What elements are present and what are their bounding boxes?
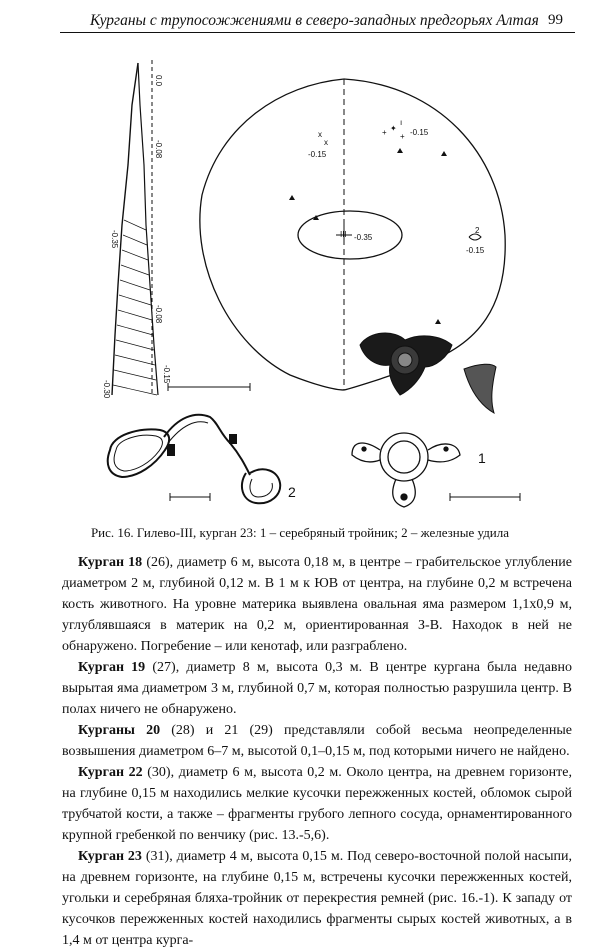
point-label: -0.15 <box>308 150 327 159</box>
kurgan-number: (27) <box>145 660 176 675</box>
kurgan-name: Курган 19 <box>78 660 146 675</box>
silver-plaque-drawing <box>352 433 520 507</box>
kurgan-number: (31) <box>141 849 170 864</box>
profile-label: -0.15 <box>162 365 171 384</box>
paragraph <box>62 720 572 762</box>
paragraph-text: , диаметр 6 м, высота 0,2 м. Около центра, на древнем горизонте, на глубине 0,15 м находились мелкие кусочки пережженных костей, обломок сырой трубчатой кости, а также – фрагменты грубого лепного сосуда, орнаментированного крупной гребенкой по венчику (рис. 13.-5,6). <box>62 765 572 843</box>
paragraph <box>62 762 572 846</box>
svg-text:✦: ✦ <box>390 124 397 133</box>
figure-caption: Рис. 16. Гилево-III, курган 23: 1 – серебряный тройник; 2 – железные удила <box>90 525 510 540</box>
paragraph-text: и 21 (29) представляли собой весьма неопределенные возвышения диаметром 6–7 м, высотой 0,1–0,15 м, под которыми ничего не найдено. <box>62 723 572 759</box>
kurgan-plan <box>200 79 505 390</box>
kurgan-name: Курган 18 <box>78 555 143 570</box>
kurgan-name: Курганы 20 <box>78 723 161 738</box>
kurgan-number: (26) <box>142 555 170 570</box>
running-header <box>0 0 600 38</box>
kurgan-name: Курган 22 <box>78 765 143 780</box>
svg-text:+: + <box>400 132 405 141</box>
svg-text:ı: ı <box>400 118 403 127</box>
page-number: 99 <box>548 12 563 28</box>
kurgan-name: Курган 23 <box>78 849 142 864</box>
svg-text:x: x <box>318 130 322 139</box>
point-label: -0.35 <box>354 233 373 242</box>
point-label: -0.15 <box>466 246 485 255</box>
svg-text:x: x <box>324 138 328 147</box>
kurgan-number: (30) <box>142 765 171 780</box>
svg-text:III: III <box>340 230 347 239</box>
kurgan-number: (28) <box>160 723 195 738</box>
profile-label: -0.35 <box>110 230 119 249</box>
running-title: Курганы с трупосожжениями в северо-западных предгорьях Алтая <box>90 12 539 29</box>
figure-16 <box>60 45 580 515</box>
profile-label: -0.30 <box>102 380 111 399</box>
paragraph-text: , диаметр 6 м, высота 0,18 м, в центре – грабительское углубление диаметром 2 м, глубиной 0,12 м. В 1 м к ЮВ от центра, на глубине 0,2 м встречена кость животного. На уровне материка выявлена овальная яма размером 1,1х0,9 м, углублявшаяся в материк на 0,2 м, ориентированная З-В. Находок в ней не обнаружено. Погребение – или кенотаф, или разграблено. <box>62 555 573 654</box>
profile-label: -0.08 <box>154 140 163 159</box>
paragraph <box>62 846 572 951</box>
profile-label: -0.08 <box>154 305 163 324</box>
svg-text:2: 2 <box>475 226 480 235</box>
silver-plaque-photo <box>360 333 452 395</box>
profile-section <box>112 60 250 395</box>
plan-marks <box>289 118 485 324</box>
paragraph <box>62 552 572 657</box>
paragraph <box>62 657 572 720</box>
figure-drawing <box>60 45 580 515</box>
svg-text:+: + <box>382 128 387 137</box>
profile-label: 0.0 <box>154 75 163 87</box>
body-text <box>62 552 572 951</box>
paragraph-text: , диаметр 8 м, высота 0,3 м. В центре кургана была недавно вырытая яма диаметром 3 м, глубиной 0,7 м, которая полностью разрушила центр. В полах ничего не обнаружено. <box>62 660 572 717</box>
profile-labels <box>102 75 171 399</box>
point-label: -0.15 <box>410 128 429 137</box>
header-rule <box>60 32 575 33</box>
item-number: 1 <box>478 450 486 466</box>
paragraph-text: , диаметр 4 м, высота 0,15 м. Под северо-восточной полой насыпи, на древнем горизонте, на глубине 0,15 м, встречены кусочки пережженных костей, угольки и серебряная бляха-тройник от перекрестия ремней (рис. 16.-1). К западу от кусочков пережженных костей находились фрагменты сырых костей животных, а в 1,4 м от центра курга- <box>62 849 572 948</box>
strap-fragment <box>464 364 496 413</box>
item-number: 2 <box>288 484 296 500</box>
iron-bit-drawing <box>108 415 280 503</box>
